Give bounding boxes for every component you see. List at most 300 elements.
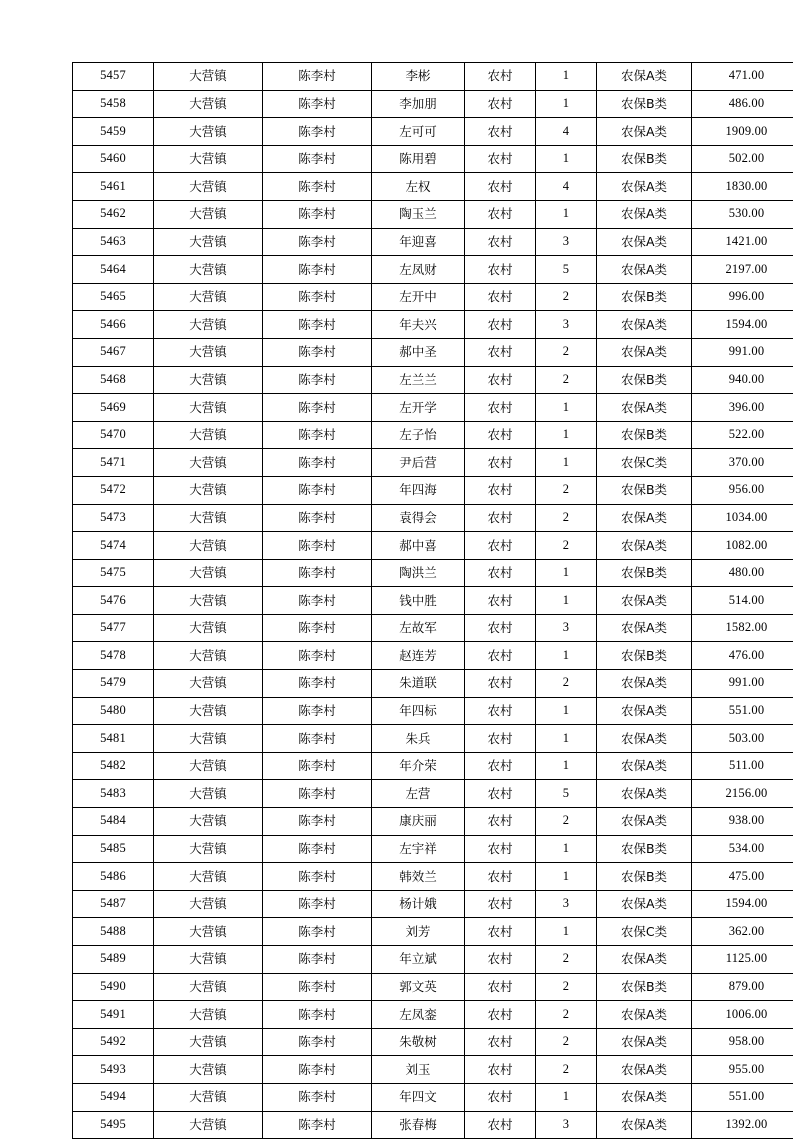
cell-name: 左可可 xyxy=(372,118,465,146)
cell-household-type: 农村 xyxy=(465,808,536,836)
cell-amount: 551.00 xyxy=(692,1083,793,1111)
cell-village: 陈李村 xyxy=(263,835,372,863)
cell-town: 大营镇 xyxy=(154,256,263,284)
cell-id: 5470 xyxy=(73,421,154,449)
cell-person-count: 4 xyxy=(536,118,597,146)
cell-name: 年迎喜 xyxy=(372,228,465,256)
cell-village: 陈李村 xyxy=(263,587,372,615)
cell-person-count: 2 xyxy=(536,808,597,836)
cell-name: 年四海 xyxy=(372,476,465,504)
cell-village: 陈李村 xyxy=(263,1056,372,1084)
cell-id: 5463 xyxy=(73,228,154,256)
cell-person-count: 1 xyxy=(536,559,597,587)
cell-household-type: 农村 xyxy=(465,145,536,173)
cell-amount: 534.00 xyxy=(692,835,793,863)
cell-category: 农保B类 xyxy=(597,145,692,173)
cell-id: 5495 xyxy=(73,1111,154,1139)
cell-person-count: 4 xyxy=(536,173,597,201)
cell-category: 农保A类 xyxy=(597,752,692,780)
cell-name: 杨计娥 xyxy=(372,890,465,918)
cell-category: 农保A类 xyxy=(597,946,692,974)
cell-category: 农保B类 xyxy=(597,421,692,449)
cell-household-type: 农村 xyxy=(465,1111,536,1139)
cell-category: 农保A类 xyxy=(597,200,692,228)
cell-person-count: 1 xyxy=(536,752,597,780)
cell-name: 刘玉 xyxy=(372,1056,465,1084)
cell-town: 大营镇 xyxy=(154,63,263,91)
cell-person-count: 1 xyxy=(536,145,597,173)
cell-person-count: 5 xyxy=(536,780,597,808)
cell-town: 大营镇 xyxy=(154,587,263,615)
table-row xyxy=(73,670,793,698)
cell-person-count: 2 xyxy=(536,973,597,1001)
cell-category: 农保A类 xyxy=(597,338,692,366)
cell-name: 陶洪兰 xyxy=(372,559,465,587)
cell-name: 尹后营 xyxy=(372,449,465,477)
cell-category: 农保A类 xyxy=(597,311,692,339)
cell-category: 农保B类 xyxy=(597,835,692,863)
cell-village: 陈李村 xyxy=(263,614,372,642)
cell-village: 陈李村 xyxy=(263,752,372,780)
cell-household-type: 农村 xyxy=(465,973,536,1001)
cell-category: 农保A类 xyxy=(597,1001,692,1029)
cell-person-count: 2 xyxy=(536,1028,597,1056)
cell-name: 郭文英 xyxy=(372,973,465,1001)
cell-category: 农保B类 xyxy=(597,366,692,394)
cell-village: 陈李村 xyxy=(263,532,372,560)
cell-person-count: 2 xyxy=(536,946,597,974)
cell-village: 陈李村 xyxy=(263,228,372,256)
cell-name: 朱兵 xyxy=(372,725,465,753)
cell-amount: 362.00 xyxy=(692,918,793,946)
table-row xyxy=(73,394,793,422)
cell-id: 5462 xyxy=(73,200,154,228)
cell-id: 5457 xyxy=(73,63,154,91)
cell-name: 张春梅 xyxy=(372,1111,465,1139)
cell-town: 大营镇 xyxy=(154,973,263,1001)
cell-amount: 1594.00 xyxy=(692,311,793,339)
table-row xyxy=(73,1001,793,1029)
cell-category: 农保A类 xyxy=(597,1083,692,1111)
cell-household-type: 农村 xyxy=(465,256,536,284)
cell-amount: 955.00 xyxy=(692,1056,793,1084)
cell-id: 5474 xyxy=(73,532,154,560)
cell-amount: 396.00 xyxy=(692,394,793,422)
cell-category: 农保A类 xyxy=(597,63,692,91)
cell-category: 农保B类 xyxy=(597,973,692,1001)
cell-town: 大营镇 xyxy=(154,118,263,146)
table-row xyxy=(73,504,793,532)
cell-name: 朱敬树 xyxy=(372,1028,465,1056)
cell-id: 5481 xyxy=(73,725,154,753)
cell-id: 5488 xyxy=(73,918,154,946)
cell-id: 5472 xyxy=(73,476,154,504)
cell-amount: 522.00 xyxy=(692,421,793,449)
cell-household-type: 农村 xyxy=(465,476,536,504)
table-row xyxy=(73,476,793,504)
cell-village: 陈李村 xyxy=(263,118,372,146)
cell-village: 陈李村 xyxy=(263,283,372,311)
cell-household-type: 农村 xyxy=(465,890,536,918)
cell-id: 5484 xyxy=(73,808,154,836)
cell-town: 大营镇 xyxy=(154,808,263,836)
cell-id: 5465 xyxy=(73,283,154,311)
cell-id: 5459 xyxy=(73,118,154,146)
cell-amount: 938.00 xyxy=(692,808,793,836)
cell-name: 左宇祥 xyxy=(372,835,465,863)
cell-person-count: 2 xyxy=(536,366,597,394)
cell-name: 钱中胜 xyxy=(372,587,465,615)
table-row xyxy=(73,863,793,891)
cell-id: 5473 xyxy=(73,504,154,532)
cell-village: 陈李村 xyxy=(263,394,372,422)
cell-category: 农保C类 xyxy=(597,449,692,477)
cell-person-count: 1 xyxy=(536,835,597,863)
cell-name: 左故军 xyxy=(372,614,465,642)
cell-village: 陈李村 xyxy=(263,863,372,891)
cell-village: 陈李村 xyxy=(263,173,372,201)
cell-amount: 476.00 xyxy=(692,642,793,670)
cell-village: 陈李村 xyxy=(263,808,372,836)
cell-category: 农保A类 xyxy=(597,1028,692,1056)
cell-village: 陈李村 xyxy=(263,1001,372,1029)
cell-household-type: 农村 xyxy=(465,1083,536,1111)
cell-person-count: 5 xyxy=(536,256,597,284)
cell-person-count: 2 xyxy=(536,1056,597,1084)
cell-household-type: 农村 xyxy=(465,63,536,91)
cell-category: 农保A类 xyxy=(597,808,692,836)
cell-person-count: 1 xyxy=(536,863,597,891)
cell-id: 5460 xyxy=(73,145,154,173)
cell-id: 5479 xyxy=(73,670,154,698)
cell-amount: 1392.00 xyxy=(692,1111,793,1139)
table-row xyxy=(73,973,793,1001)
table-row xyxy=(73,421,793,449)
cell-village: 陈李村 xyxy=(263,338,372,366)
cell-person-count: 3 xyxy=(536,311,597,339)
cell-village: 陈李村 xyxy=(263,973,372,1001)
cell-household-type: 农村 xyxy=(465,780,536,808)
cell-person-count: 1 xyxy=(536,394,597,422)
cell-category: 农保A类 xyxy=(597,1056,692,1084)
cell-category: 农保A类 xyxy=(597,780,692,808)
cell-person-count: 2 xyxy=(536,504,597,532)
cell-amount: 958.00 xyxy=(692,1028,793,1056)
cell-id: 5461 xyxy=(73,173,154,201)
cell-town: 大营镇 xyxy=(154,863,263,891)
cell-id: 5468 xyxy=(73,366,154,394)
cell-amount: 991.00 xyxy=(692,338,793,366)
cell-category: 农保A类 xyxy=(597,118,692,146)
cell-village: 陈李村 xyxy=(263,504,372,532)
cell-amount: 1582.00 xyxy=(692,614,793,642)
cell-household-type: 农村 xyxy=(465,559,536,587)
cell-household-type: 农村 xyxy=(465,338,536,366)
cell-name: 左开中 xyxy=(372,283,465,311)
cell-town: 大营镇 xyxy=(154,449,263,477)
cell-category: 农保A类 xyxy=(597,532,692,560)
table-row xyxy=(73,835,793,863)
cell-id: 5469 xyxy=(73,394,154,422)
cell-town: 大营镇 xyxy=(154,918,263,946)
cell-town: 大营镇 xyxy=(154,504,263,532)
cell-name: 左营 xyxy=(372,780,465,808)
cell-name: 左子怡 xyxy=(372,421,465,449)
cell-amount: 1006.00 xyxy=(692,1001,793,1029)
table-row xyxy=(73,311,793,339)
cell-amount: 991.00 xyxy=(692,670,793,698)
cell-household-type: 农村 xyxy=(465,670,536,698)
cell-town: 大营镇 xyxy=(154,835,263,863)
cell-name: 朱道联 xyxy=(372,670,465,698)
cell-town: 大营镇 xyxy=(154,394,263,422)
cell-amount: 1909.00 xyxy=(692,118,793,146)
cell-amount: 2197.00 xyxy=(692,256,793,284)
cell-town: 大营镇 xyxy=(154,200,263,228)
cell-household-type: 农村 xyxy=(465,697,536,725)
cell-person-count: 2 xyxy=(536,670,597,698)
cell-village: 陈李村 xyxy=(263,421,372,449)
table-body xyxy=(73,63,793,1139)
table-row xyxy=(73,338,793,366)
table-row xyxy=(73,63,793,91)
cell-id: 5476 xyxy=(73,587,154,615)
cell-amount: 940.00 xyxy=(692,366,793,394)
cell-person-count: 3 xyxy=(536,890,597,918)
cell-id: 5492 xyxy=(73,1028,154,1056)
table-row xyxy=(73,725,793,753)
cell-household-type: 农村 xyxy=(465,532,536,560)
cell-person-count: 1 xyxy=(536,90,597,118)
cell-id: 5464 xyxy=(73,256,154,284)
table-row xyxy=(73,918,793,946)
cell-amount: 879.00 xyxy=(692,973,793,1001)
cell-household-type: 农村 xyxy=(465,449,536,477)
cell-household-type: 农村 xyxy=(465,1001,536,1029)
cell-household-type: 农村 xyxy=(465,946,536,974)
cell-category: 农保A类 xyxy=(597,697,692,725)
cell-category: 农保A类 xyxy=(597,1111,692,1139)
cell-household-type: 农村 xyxy=(465,421,536,449)
cell-id: 5482 xyxy=(73,752,154,780)
cell-name: 年四标 xyxy=(372,697,465,725)
cell-name: 年四文 xyxy=(372,1083,465,1111)
cell-town: 大营镇 xyxy=(154,890,263,918)
cell-category: 农保B类 xyxy=(597,559,692,587)
cell-village: 陈李村 xyxy=(263,1028,372,1056)
cell-village: 陈李村 xyxy=(263,642,372,670)
cell-name: 左凤銮 xyxy=(372,1001,465,1029)
cell-town: 大营镇 xyxy=(154,725,263,753)
cell-amount: 1830.00 xyxy=(692,173,793,201)
cell-category: 农保B类 xyxy=(597,90,692,118)
cell-town: 大营镇 xyxy=(154,145,263,173)
cell-name: 年立斌 xyxy=(372,946,465,974)
cell-category: 农保A类 xyxy=(597,256,692,284)
table-row xyxy=(73,559,793,587)
cell-id: 5485 xyxy=(73,835,154,863)
cell-town: 大营镇 xyxy=(154,532,263,560)
cell-id: 5490 xyxy=(73,973,154,1001)
cell-village: 陈李村 xyxy=(263,90,372,118)
cell-person-count: 1 xyxy=(536,449,597,477)
subsidy-table xyxy=(72,62,793,1139)
cell-amount: 1082.00 xyxy=(692,532,793,560)
cell-name: 年夫兴 xyxy=(372,311,465,339)
table-row xyxy=(73,1083,793,1111)
cell-household-type: 农村 xyxy=(465,200,536,228)
cell-name: 康庆丽 xyxy=(372,808,465,836)
cell-town: 大营镇 xyxy=(154,421,263,449)
cell-village: 陈李村 xyxy=(263,780,372,808)
cell-town: 大营镇 xyxy=(154,1083,263,1111)
cell-town: 大营镇 xyxy=(154,670,263,698)
cell-amount: 471.00 xyxy=(692,63,793,91)
table-row xyxy=(73,1028,793,1056)
cell-name: 袁得会 xyxy=(372,504,465,532)
cell-person-count: 2 xyxy=(536,532,597,560)
cell-id: 5489 xyxy=(73,946,154,974)
cell-household-type: 农村 xyxy=(465,642,536,670)
cell-amount: 1594.00 xyxy=(692,890,793,918)
cell-household-type: 农村 xyxy=(465,614,536,642)
cell-person-count: 1 xyxy=(536,918,597,946)
cell-id: 5480 xyxy=(73,697,154,725)
table-row xyxy=(73,200,793,228)
cell-household-type: 农村 xyxy=(465,366,536,394)
cell-category: 农保A类 xyxy=(597,890,692,918)
cell-household-type: 农村 xyxy=(465,1028,536,1056)
cell-village: 陈李村 xyxy=(263,476,372,504)
cell-name: 左凤财 xyxy=(372,256,465,284)
cell-name: 陈用碧 xyxy=(372,145,465,173)
cell-id: 5458 xyxy=(73,90,154,118)
cell-village: 陈李村 xyxy=(263,366,372,394)
cell-category: 农保A类 xyxy=(597,504,692,532)
table-row xyxy=(73,614,793,642)
cell-village: 陈李村 xyxy=(263,63,372,91)
table-row xyxy=(73,256,793,284)
table-row xyxy=(73,946,793,974)
cell-name: 左开学 xyxy=(372,394,465,422)
table-row xyxy=(73,642,793,670)
table-row xyxy=(73,808,793,836)
cell-id: 5478 xyxy=(73,642,154,670)
cell-town: 大营镇 xyxy=(154,780,263,808)
cell-name: 年介荣 xyxy=(372,752,465,780)
cell-name: 赵连芳 xyxy=(372,642,465,670)
cell-id: 5493 xyxy=(73,1056,154,1084)
cell-household-type: 农村 xyxy=(465,1056,536,1084)
cell-town: 大营镇 xyxy=(154,338,263,366)
cell-town: 大营镇 xyxy=(154,642,263,670)
table-row xyxy=(73,118,793,146)
cell-name: 左兰兰 xyxy=(372,366,465,394)
cell-town: 大营镇 xyxy=(154,311,263,339)
cell-town: 大营镇 xyxy=(154,1001,263,1029)
cell-town: 大营镇 xyxy=(154,559,263,587)
cell-amount: 370.00 xyxy=(692,449,793,477)
cell-category: 农保B类 xyxy=(597,863,692,891)
cell-amount: 1034.00 xyxy=(692,504,793,532)
cell-amount: 480.00 xyxy=(692,559,793,587)
cell-person-count: 3 xyxy=(536,228,597,256)
table-row xyxy=(73,532,793,560)
table-row xyxy=(73,697,793,725)
cell-id: 5491 xyxy=(73,1001,154,1029)
cell-town: 大营镇 xyxy=(154,283,263,311)
cell-id: 5466 xyxy=(73,311,154,339)
cell-town: 大营镇 xyxy=(154,946,263,974)
cell-household-type: 农村 xyxy=(465,394,536,422)
cell-person-count: 2 xyxy=(536,476,597,504)
cell-person-count: 1 xyxy=(536,642,597,670)
cell-name: 李加朋 xyxy=(372,90,465,118)
cell-household-type: 农村 xyxy=(465,90,536,118)
cell-amount: 514.00 xyxy=(692,587,793,615)
cell-category: 农保A类 xyxy=(597,725,692,753)
cell-category: 农保B类 xyxy=(597,476,692,504)
cell-person-count: 1 xyxy=(536,725,597,753)
cell-amount: 511.00 xyxy=(692,752,793,780)
cell-household-type: 农村 xyxy=(465,118,536,146)
cell-household-type: 农村 xyxy=(465,835,536,863)
cell-household-type: 农村 xyxy=(465,752,536,780)
cell-town: 大营镇 xyxy=(154,228,263,256)
table-row xyxy=(73,90,793,118)
cell-id: 5477 xyxy=(73,614,154,642)
cell-category: 农保A类 xyxy=(597,394,692,422)
cell-category: 农保A类 xyxy=(597,614,692,642)
table-row xyxy=(73,228,793,256)
cell-village: 陈李村 xyxy=(263,311,372,339)
cell-person-count: 2 xyxy=(536,1001,597,1029)
table-row xyxy=(73,1056,793,1084)
cell-name: 陶玉兰 xyxy=(372,200,465,228)
cell-category: 农保B类 xyxy=(597,642,692,670)
cell-town: 大营镇 xyxy=(154,614,263,642)
cell-person-count: 2 xyxy=(536,283,597,311)
cell-name: 郝中圣 xyxy=(372,338,465,366)
cell-id: 5475 xyxy=(73,559,154,587)
cell-village: 陈李村 xyxy=(263,890,372,918)
cell-household-type: 农村 xyxy=(465,918,536,946)
cell-amount: 1421.00 xyxy=(692,228,793,256)
cell-amount: 486.00 xyxy=(692,90,793,118)
cell-amount: 530.00 xyxy=(692,200,793,228)
cell-town: 大营镇 xyxy=(154,476,263,504)
cell-category: 农保B类 xyxy=(597,283,692,311)
cell-name: 左权 xyxy=(372,173,465,201)
cell-town: 大营镇 xyxy=(154,90,263,118)
cell-town: 大营镇 xyxy=(154,366,263,394)
cell-person-count: 1 xyxy=(536,697,597,725)
cell-category: 农保A类 xyxy=(597,173,692,201)
cell-name: 韩效兰 xyxy=(372,863,465,891)
cell-town: 大营镇 xyxy=(154,1056,263,1084)
cell-amount: 502.00 xyxy=(692,145,793,173)
cell-amount: 475.00 xyxy=(692,863,793,891)
table-row xyxy=(73,780,793,808)
cell-person-count: 1 xyxy=(536,63,597,91)
cell-household-type: 农村 xyxy=(465,863,536,891)
cell-village: 陈李村 xyxy=(263,145,372,173)
cell-amount: 503.00 xyxy=(692,725,793,753)
cell-town: 大营镇 xyxy=(154,1111,263,1139)
cell-town: 大营镇 xyxy=(154,1028,263,1056)
table-row xyxy=(73,449,793,477)
cell-household-type: 农村 xyxy=(465,283,536,311)
